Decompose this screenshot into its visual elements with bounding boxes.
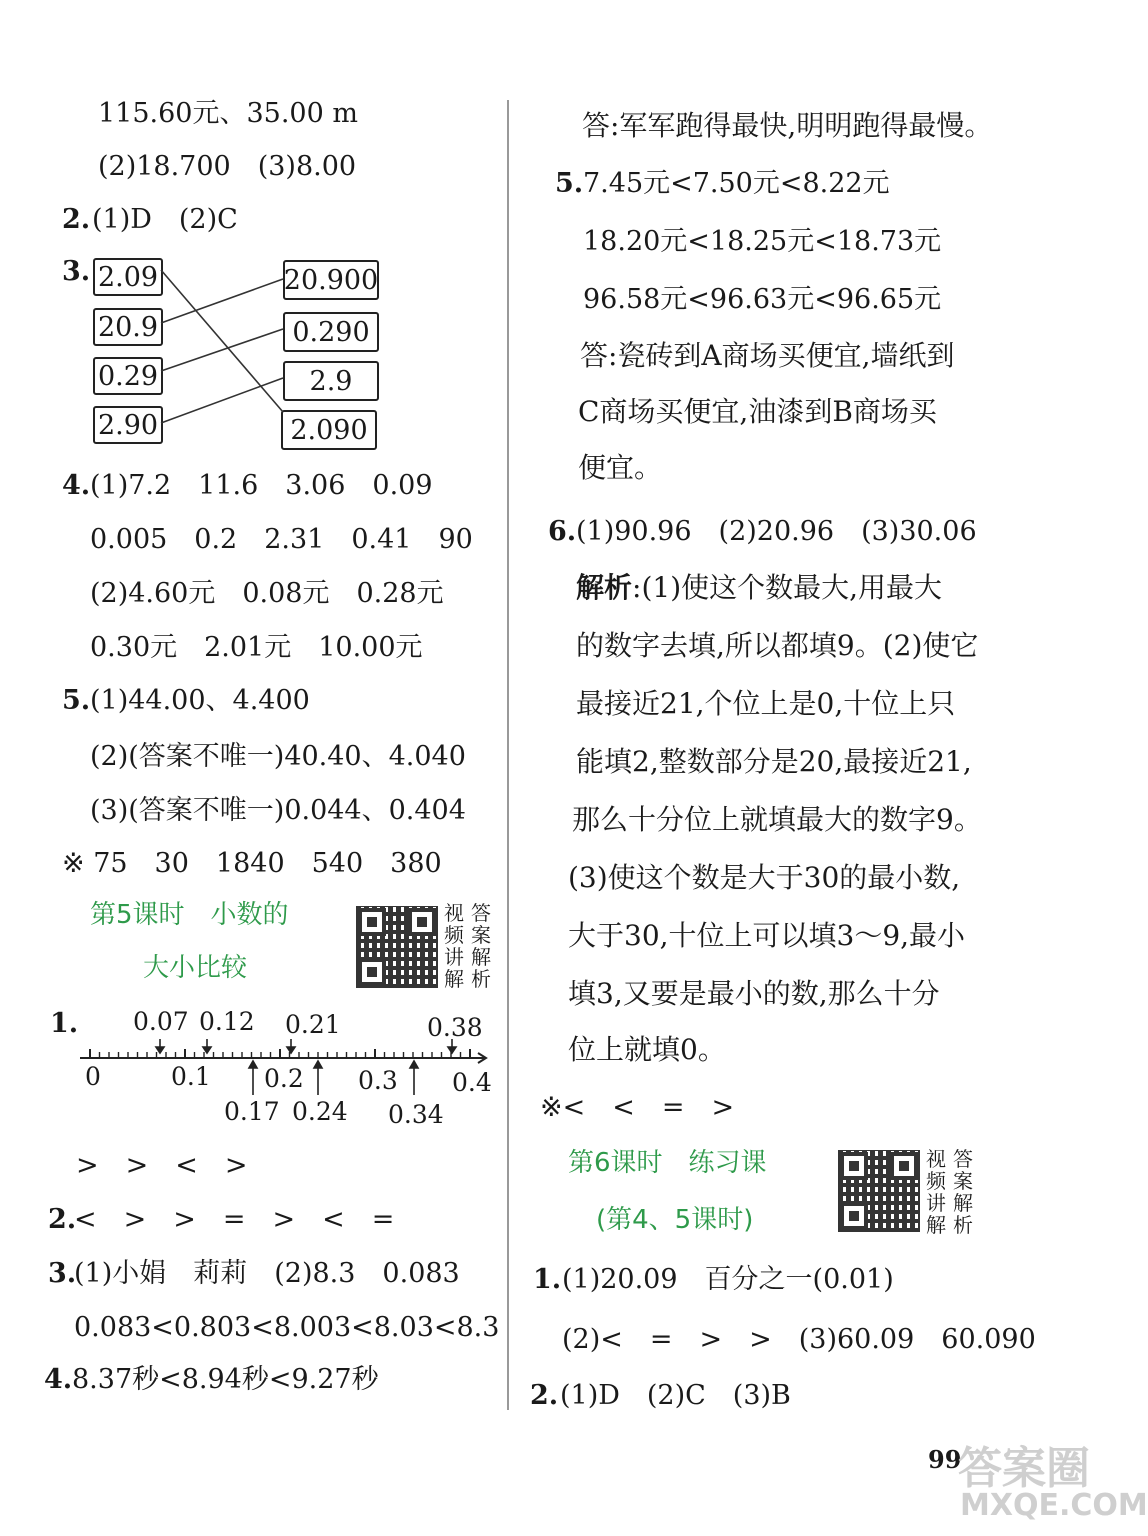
question-2-answer: (1)D (2)C	[92, 204, 238, 235]
pointer-0.24-head	[314, 1061, 322, 1068]
qr-label-answer: 答 案 解 析	[953, 1147, 973, 1237]
qr-label-answer: 答 案 解 析	[471, 901, 491, 991]
match-box-left: 20.9	[93, 308, 163, 346]
question-4-line-2: 0.005 0.2 2.31 0.41 90	[90, 524, 473, 555]
match-box-right: 2.090	[281, 410, 377, 450]
question-number: 1.	[50, 1008, 79, 1039]
question-5-line-3: 96.58元<96.63元<96.65元	[583, 284, 942, 315]
page-number: 99	[928, 1445, 962, 1474]
question-number: 2.	[530, 1380, 559, 1411]
tick-label: 0.1	[171, 1062, 211, 1091]
practice-1-line-2: (2)< = > > (3)60.09 60.090	[562, 1324, 1036, 1355]
analysis-line-6: (3)使这个数是大于30的最小数,	[568, 861, 961, 894]
watermark-logo: 答案圈	[958, 1443, 1090, 1494]
practice-1-line-1: (1)20.09 百分之一(0.01)	[562, 1264, 894, 1295]
question-5-line-1: (1)44.00、4.400	[90, 685, 310, 716]
question-4-order: 8.37秒<8.94秒<9.27秒	[72, 1364, 379, 1395]
lesson-5-title: 第5课时 小数的	[90, 900, 289, 930]
question-number: 2.	[62, 204, 91, 235]
question-number: 1.	[533, 1264, 562, 1295]
match-box-right: 20.900	[283, 260, 379, 300]
label-below: 0.34	[388, 1100, 444, 1129]
analysis-line-4: 能填2,整数部分是20,最接近21,	[576, 745, 972, 778]
question-number: 3.	[62, 256, 91, 287]
question-number: 4.	[44, 1364, 73, 1395]
label-below: 0.17	[224, 1097, 280, 1126]
question-6-answer: (1)90.96 (2)20.96 (3)30.06	[576, 516, 977, 547]
question-5-line-4: 答:瓷砖到A商场买便宜,墙纸到	[580, 339, 955, 372]
qr-code-icon[interactable]	[838, 1150, 920, 1232]
question-4-line-1: (1)7.2 11.6 3.06 0.09	[90, 470, 433, 501]
question-number: 4.	[62, 470, 91, 501]
line-answer-2-3: (2)18.700 (3)8.00	[98, 151, 357, 182]
lesson-6-subtitle: (第4、5课时)	[596, 1205, 754, 1235]
analysis-line-2: 的数字去填,所以都填9。(2)使它	[576, 629, 979, 662]
question-4-line-3: (2)4.60元 0.08元 0.28元	[90, 578, 444, 609]
question-5-line-2: (2)(答案不唯一)40.40、4.040	[90, 741, 466, 772]
question-number: 5.	[555, 168, 584, 199]
pointer-0.21-head	[287, 1047, 295, 1053]
pointer-0.38-head	[448, 1047, 456, 1053]
watermark-url: MXQE.COM	[960, 1488, 1148, 1523]
question-5-line-6: 便宜。	[578, 451, 663, 484]
question-number: 3.	[48, 1258, 77, 1289]
match-box-left: 0.29	[93, 357, 163, 395]
question-5-line-3: (3)(答案不唯一)0.044、0.404	[90, 795, 466, 826]
analysis-line-3: 最接近21,个位上是0,十位上只	[576, 687, 956, 720]
analysis-line-7: 大于30,十位上可以填3～9,最小	[568, 919, 966, 952]
lesson-6-title: 第6课时 练习课	[568, 1148, 767, 1178]
question-3-line-2: 0.083<0.803<8.003<8.03<8.3	[74, 1312, 500, 1343]
analysis-line-1: 解析:(1)使这个数最大,用最大	[576, 571, 943, 604]
label-above: 0.07	[133, 1007, 189, 1036]
qr-label-video: 视 频 讲 解	[926, 1147, 946, 1237]
question-number: 5.	[62, 685, 91, 716]
lesson-5-subtitle: 大小比较	[143, 953, 248, 983]
analysis-line-5: 那么十分位上就填最大的数字9。	[572, 803, 982, 836]
pointer-0.17-head	[249, 1061, 257, 1068]
tick-label: 0.4	[452, 1068, 492, 1097]
question-number: 2.	[48, 1204, 77, 1235]
tick-label: 0.2	[264, 1064, 304, 1093]
label-above: 0.38	[427, 1013, 483, 1042]
tick-label: 0.3	[358, 1066, 398, 1095]
question-number: 6.	[548, 516, 577, 547]
extra-comparisons: ※< < = >	[540, 1092, 735, 1123]
pointer-0.34-head	[410, 1061, 418, 1068]
match-box-right: 0.290	[283, 312, 379, 352]
question-5-line-1: 7.45元<7.50元<8.22元	[583, 168, 890, 199]
analysis-label: 解析	[576, 571, 633, 604]
match-box-left: 2.90	[93, 406, 163, 444]
qr-label-video: 视 频 讲 解	[444, 901, 464, 991]
answer-line: 答:军军跑得最快,明明跑得最慢。	[582, 109, 993, 142]
label-below: 0.24	[292, 1097, 348, 1126]
line-answer-prices: 115.60元、35.00 m	[98, 98, 358, 129]
match-box-left: 2.09	[93, 258, 163, 296]
question-4-line-4: 0.30元 2.01元 10.00元	[90, 632, 423, 663]
analysis-line-8: 填3,又要是最小的数,那么十分	[568, 977, 940, 1010]
question-3-line-1: (1)小娟 莉莉 (2)8.3 0.083	[74, 1258, 460, 1289]
analysis-line-9: 位上就填0。	[568, 1033, 726, 1066]
question-2-comparisons: < > > = > < =	[74, 1204, 395, 1235]
tick-label: 0	[85, 1062, 101, 1091]
question-1-answer: > > < >	[76, 1150, 248, 1181]
label-above: 0.21	[285, 1010, 341, 1039]
question-5-line-5: C商场买便宜,油漆到B商场买	[578, 395, 937, 428]
extra-answers: ※ 75 30 1840 540 380	[62, 848, 442, 879]
practice-2-answer: (1)D (2)C (3)B	[560, 1380, 791, 1411]
match-box-right: 2.9	[283, 361, 379, 401]
question-5-line-2: 18.20元<18.25元<18.73元	[583, 226, 942, 257]
label-above: 0.12	[199, 1007, 255, 1036]
